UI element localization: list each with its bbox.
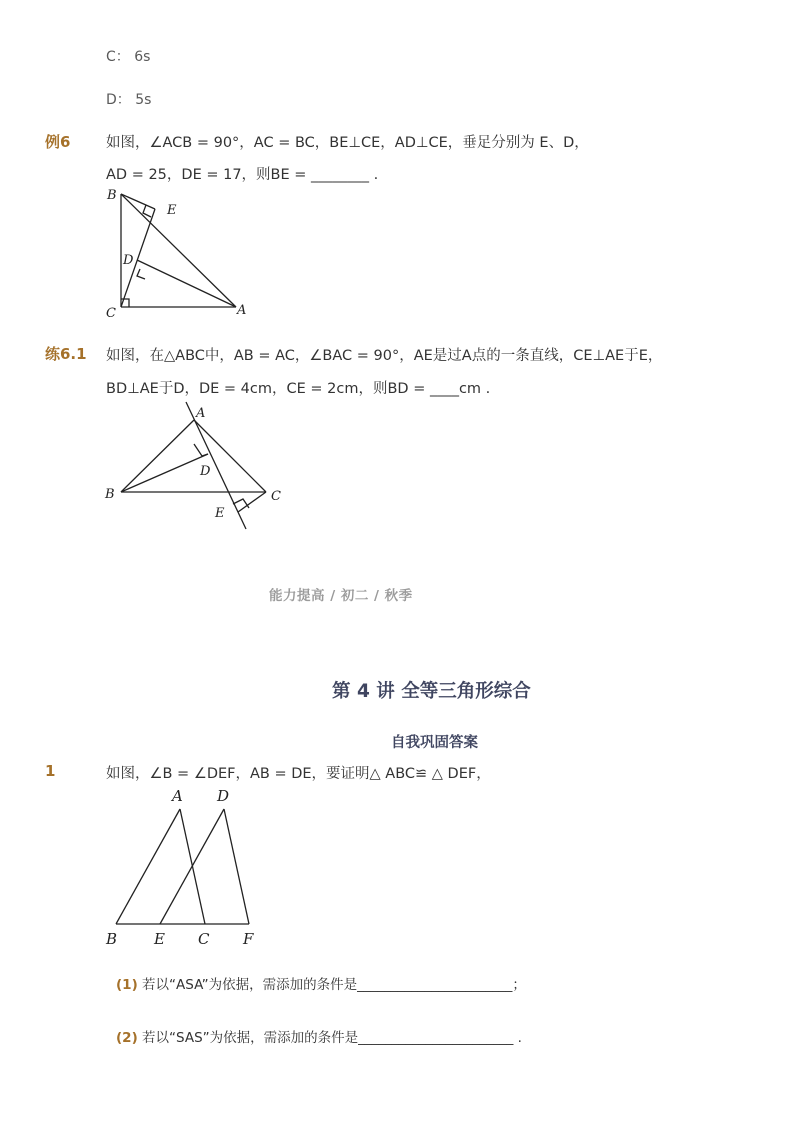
- page-footer: 能力提高 / 初二 / 秋季: [269, 588, 413, 604]
- practice61-line2: BD⊥AE于D，DE = 4cm，CE = 2cm，则BD = ____cm .: [106, 381, 491, 397]
- point-label-d: D: [123, 253, 134, 268]
- example6-line1: 如图，∠ACB = 90°，AC = BC，BE⊥CE，AD⊥CE，垂足分别为 E、D，: [106, 135, 589, 151]
- practice61-figure: [98, 398, 298, 534]
- segment-bd: [121, 454, 208, 492]
- point-label-d: D: [200, 464, 211, 479]
- segment-ce: [238, 492, 266, 512]
- point-label-d: D: [217, 787, 230, 805]
- segment-ba: [116, 809, 180, 924]
- segment-ab: [121, 420, 194, 492]
- point-label-b: B: [105, 487, 115, 502]
- q1-sub2-number: (2): [116, 1030, 138, 1046]
- point-label-a: A: [172, 787, 183, 805]
- example6-line2: AD = 25，DE = 17，则BE = ________ .: [106, 167, 379, 183]
- point-label-b: B: [106, 930, 118, 948]
- right-angle-d: [137, 269, 145, 279]
- q1-sub1: [116, 973, 526, 993]
- q1-label: 1: [45, 762, 56, 780]
- point-label-c: C: [198, 930, 210, 948]
- q1-sub1-text: 若以“ASA”为依据，需添加的条件是_______________________；: [142, 977, 526, 993]
- practice61-label: 练6.1: [45, 345, 87, 363]
- point-label-e: E: [215, 506, 225, 521]
- q1-sub2-text: 若以“SAS”为依据，需添加的条件是_______________________ .: [142, 1030, 522, 1046]
- segment-da: [137, 260, 236, 307]
- point-label-a: A: [196, 406, 206, 421]
- option-d: D： 5s: [106, 92, 152, 108]
- lecture-title: 第 4 讲 全等三角形综合: [332, 681, 531, 702]
- segment-df: [224, 809, 249, 924]
- practice61-line1: 如图，在△ABC中，AB = AC，∠BAC = 90°，AE是过A点的一条直线，CE⊥AE于E，: [106, 348, 663, 364]
- segment-be: [121, 194, 155, 209]
- segment-ba: [121, 194, 236, 307]
- q1-sub2: [116, 1026, 522, 1046]
- point-label-b: B: [107, 188, 117, 203]
- example6-figure: [98, 182, 258, 322]
- point-label-c: C: [106, 306, 116, 321]
- example6-label: 例6: [45, 133, 71, 151]
- q1-sub1-number: (1): [116, 977, 138, 993]
- segment-ed: [160, 809, 224, 924]
- q1-line1: 如图，∠B = ∠DEF，AB = DE，要证明△ ABC≌ △ DEF，: [106, 766, 491, 782]
- point-label-a: A: [237, 303, 247, 318]
- section-title: 自我巩固答案: [391, 735, 478, 751]
- point-label-e: E: [154, 930, 165, 948]
- option-c: C： 6s: [106, 49, 151, 65]
- point-label-e: E: [167, 203, 177, 218]
- point-label-c: C: [271, 489, 281, 504]
- point-label-f: F: [243, 930, 254, 948]
- q1-figure: [98, 784, 268, 952]
- right-angle-d: [194, 444, 208, 456]
